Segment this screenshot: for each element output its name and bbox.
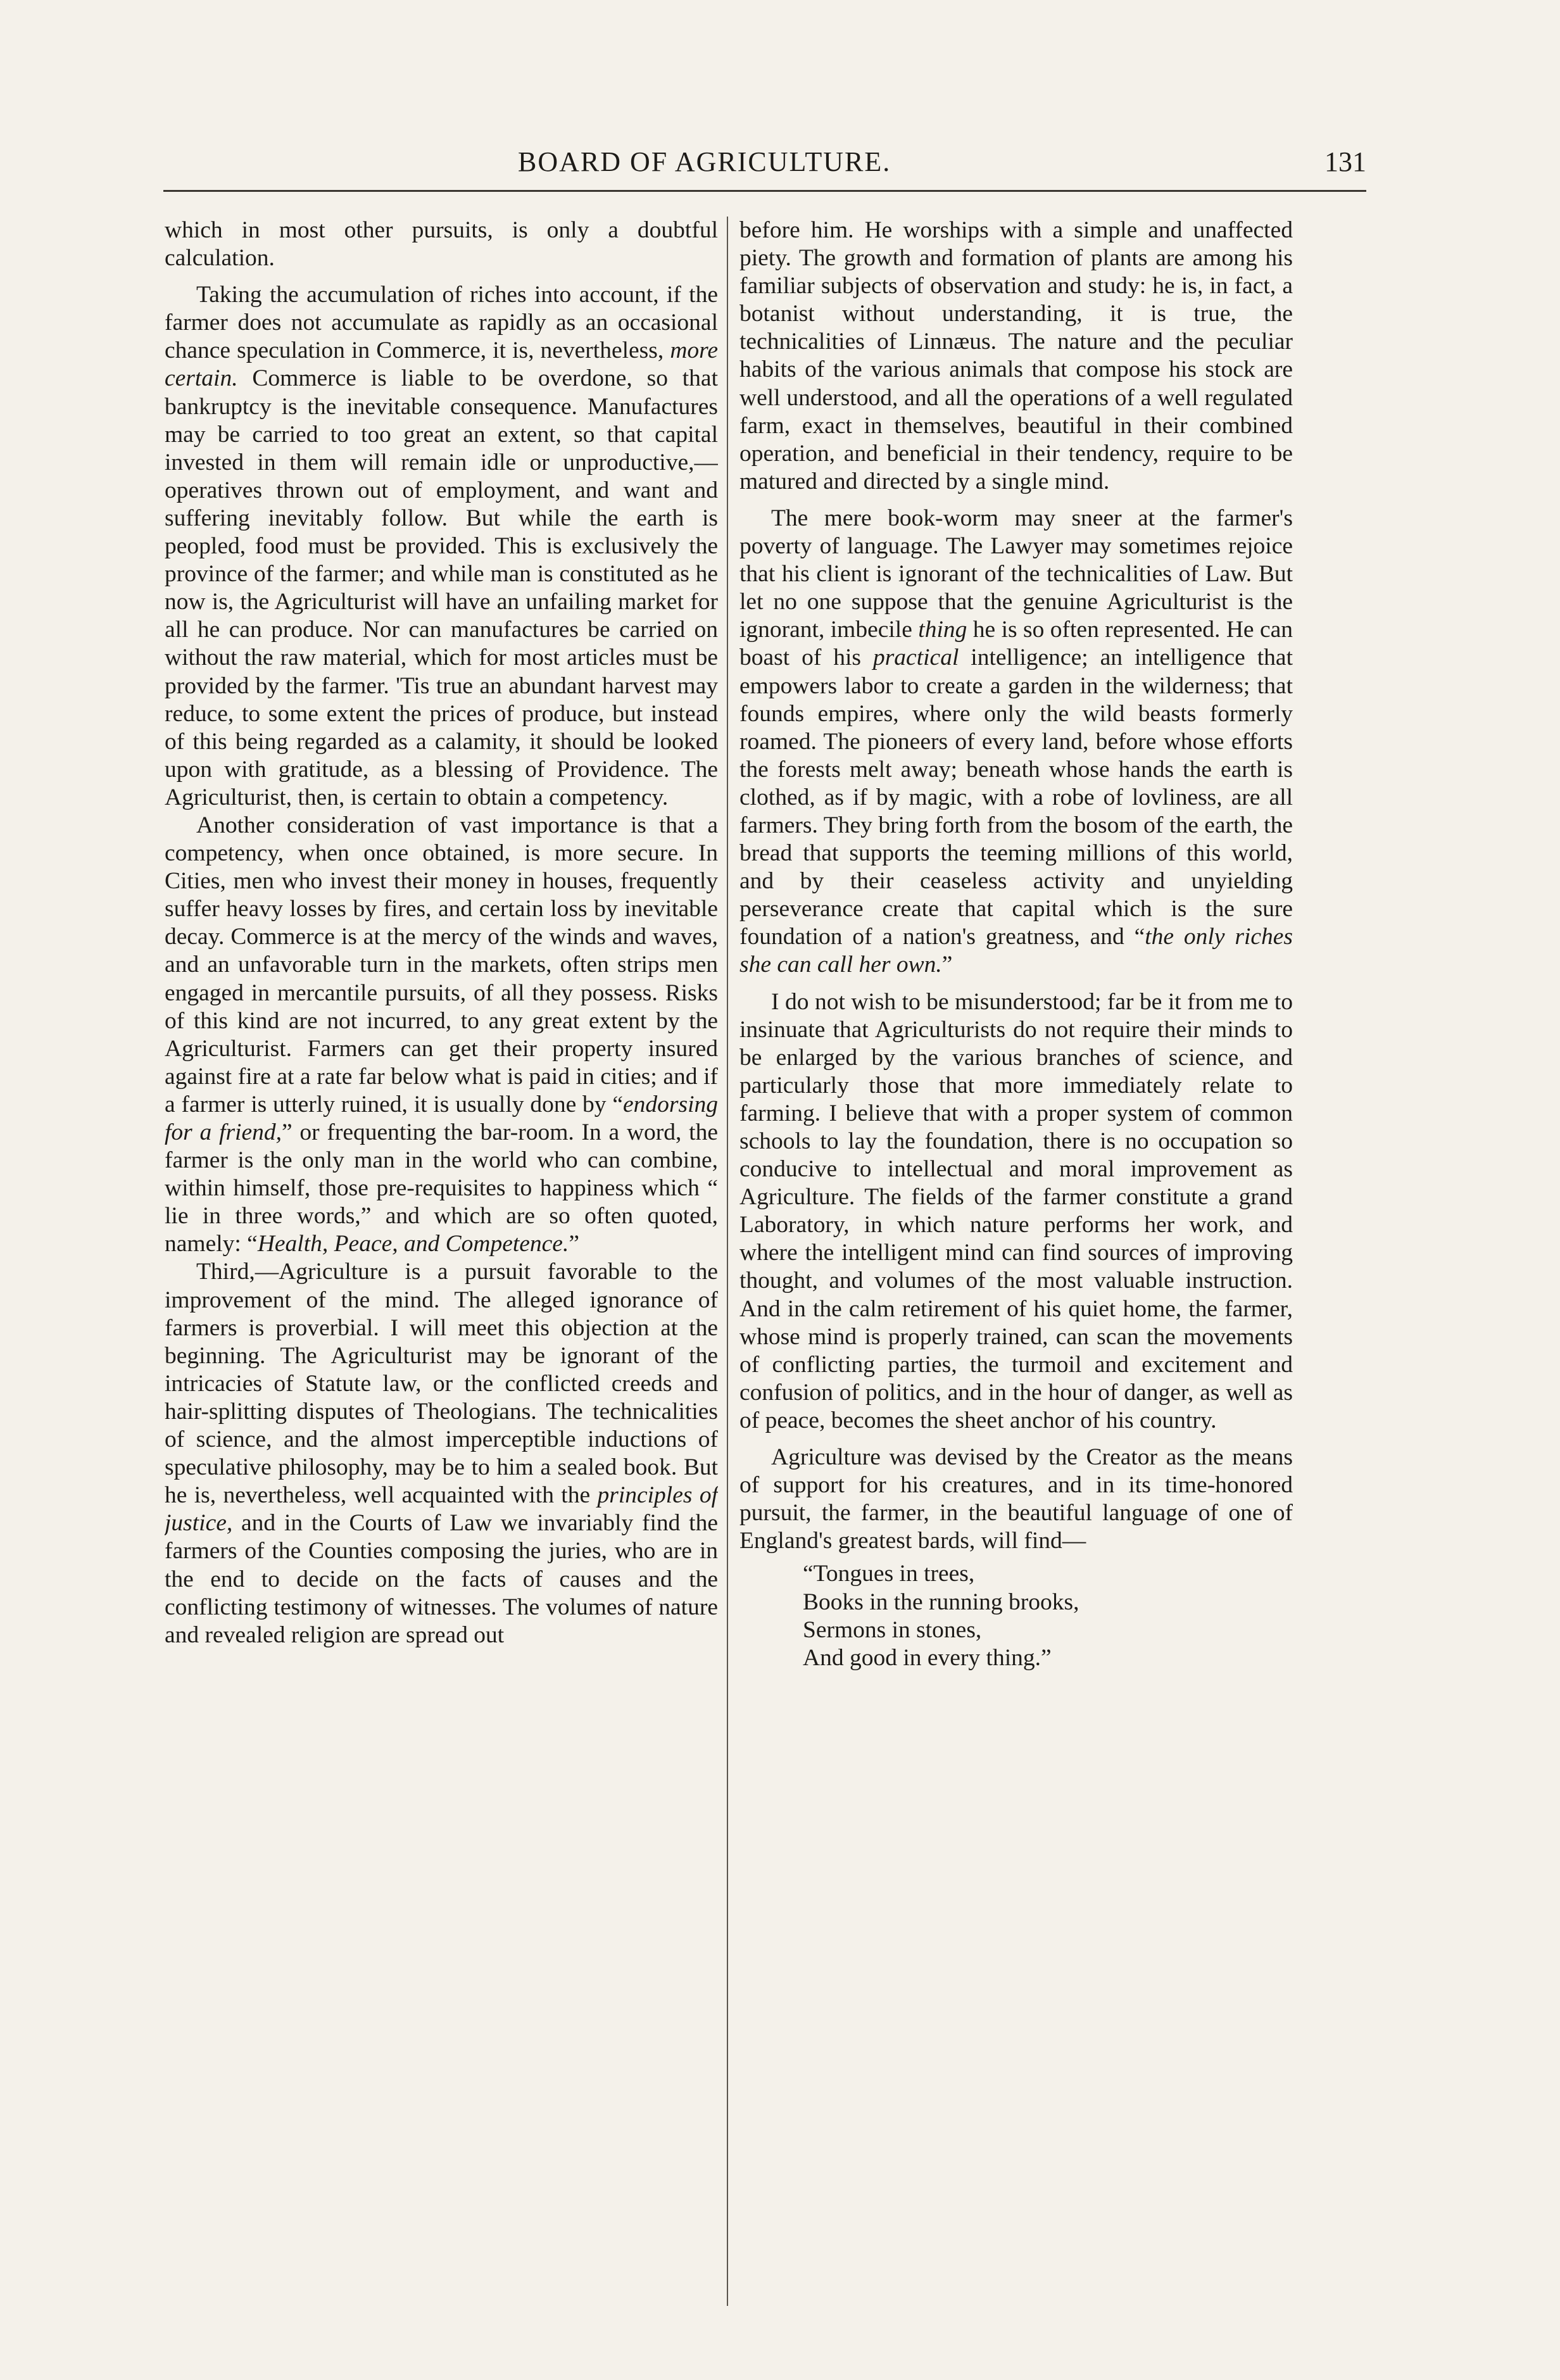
paragraph bbox=[165, 217, 718, 272]
paragraph bbox=[165, 281, 718, 812]
paragraph-text: he is so often represented. He can boast of his bbox=[739, 617, 1293, 671]
paragraph-text: intelligence; an intelligence that empowers labor to create a garden in the wilderness; that founds empires, where only the wild beasts formerly roamed. The pioneers of every land, before whose efforts the forests melt away; beneath whose hands the earth is clothed, as if by magic, with a robe of lovliness, are all farmers. They bring forth from the bosom of the earth, the bread that supports the teeming millions of this world, and by their ceaseless activity and unyielding perseverance create that capital which is the sure foundation of a nation's greatness, and “ bbox=[739, 645, 1293, 950]
header-rule bbox=[163, 190, 1366, 192]
paragraph-text: ” bbox=[569, 1231, 579, 1257]
paragraph-text: ” bbox=[941, 952, 953, 978]
paragraph bbox=[165, 812, 718, 1259]
emphasis-text: practical bbox=[872, 645, 959, 671]
emphasis-text: endorsing for a friend, bbox=[165, 1091, 718, 1145]
paragraph-text: and in the Courts of Law we invariably find the farmers of the Counties composing the juries, who are in the end to decide on the facts of causes and the conflicting testimony of witnesses. The volumes of nature and revealed religion are spread out bbox=[165, 1510, 718, 1648]
paragraph-text: before him. He worships with a simple and unaffected piety. The growth and formation of plants are among his familiar subjects of observation and study: he is, in fact, a botanist without understanding, it is true, the technicalities of Linnæus. The nature and the peculiar habits of the various animals that compose his stock are well understood, and all the operations of a well regulated farm, exact in themselves, beautiful in their combined operation, and beneficial in their tendency, require to be matured and directed by a single mind. bbox=[739, 217, 1293, 494]
running-header bbox=[163, 141, 1366, 185]
paragraph-text: Commerce is liable to be overdone, so that bankruptcy is the inevitable consequence. Manufactures may be carried to too great an extent, so that capital invested in them will remain idle or unproductive,—operatives thrown out of employment, and want and suffering inevitably follow. But while the earth is peopled, food must be provided. This is exclusively the province of the farmer; and while man is constituted as he now is, the Agriculturist will have an unfailing market for all he can produce. Nor can manufactures be carried on without the raw material, which for most articles must be provided by the farmer. 'Tis true an abundant harvest may reduce, to some extent the prices of produce, but instead of this being regarded as a calamity, it should be looked upon with gratitude, as a blessing of Providence. The Agriculturist, then, is certain to obtain a competency. bbox=[165, 365, 718, 810]
paragraph-text: Agriculture was devised by the Creator as the means of support for his creatures, and in its time-honored pursuit, the farmer, in the beautiful language of one of England's greatest bards, will find— bbox=[739, 1444, 1293, 1554]
right-column bbox=[739, 217, 1293, 2331]
emphasis-text: thing bbox=[918, 617, 967, 643]
emphasis-text: Health, Peace, and Competence. bbox=[257, 1231, 569, 1257]
paragraph bbox=[739, 988, 1293, 1435]
paragraph-text: Another consideration of vast importance is that a competency, when once obtained, is more secure. In Cities, men who invest their money in houses, frequently suffer heavy losses by fires, and certain loss by inevitable decay. Commerce is at the mercy of the winds and waves, and an unfavorable turn in the markets, often strips men engaged in mercantile pursuits, of all they possess. Risks of this kind are not incurred, to any great extent by the Agriculturist. Farmers can get their property insured against fire at a rate far below what is paid in cities; and if a farmer is utterly ruined, it is usually done by “ bbox=[165, 812, 718, 1118]
paragraph bbox=[165, 1258, 718, 1649]
running-title: BOARD OF AGRICULTURE. bbox=[518, 146, 891, 177]
emphasis-text: principles of justice, bbox=[165, 1482, 718, 1537]
emphasis-text: the only riches she can call her own. bbox=[739, 924, 1293, 978]
verse-quote bbox=[739, 1560, 1293, 1672]
paragraph-text: ” or frequenting the bar-room. In a word, the farmer is the only man in the world who can combine, within himself, those pre-requisites to happiness which “ lie in three words,” and which are so often quoted, namely: “ bbox=[165, 1119, 718, 1257]
verse-line: And good in every thing.” bbox=[803, 1644, 1052, 1671]
paragraph bbox=[739, 505, 1293, 979]
left-column bbox=[165, 217, 718, 2331]
paragraph bbox=[739, 1444, 1293, 1555]
paragraph-text: The mere book-worm may sneer at the farmer's poverty of language. The Lawyer may sometimes rejoice that his client is ignorant of the technicalities of Law. But let no one suppose that the genuine Agriculturist is the ignorant, imbecile bbox=[739, 505, 1293, 643]
emphasis-text: more certain. bbox=[165, 337, 718, 392]
verse-line: “Tongues in trees, bbox=[803, 1561, 975, 1587]
paragraph-text: Taking the accumulation of riches into account, if the farmer does not accumulate as rapidly as an occasional chance speculation in Commerce, it is, nevertheless, bbox=[165, 282, 718, 364]
paragraph-text: Third,—Agriculture is a pursuit favorable to the improvement of the mind. The alleged ignorance of farmers is proverbial. I will meet this objection at the beginning. The Agriculturist may be ignorant of the intricacies of Statute law, or the conflicted creeds and hair-splitting disputes of Theologians. The technicalities of science, and the almost imperceptible inductions of speculative philosophy, may be to him a sealed book. But he is, nevertheless, well acquainted with the bbox=[165, 1259, 718, 1509]
paragraph bbox=[739, 217, 1293, 496]
verse-line: Books in the running brooks, bbox=[803, 1589, 1079, 1615]
paragraph-text: I do not wish to be misunderstood; far be it from me to insinuate that Agriculturists do not require their minds to be enlarged by the various branches of science, and particularly those that more immediately relate to farming. I believe that with a proper system of common schools to lay the foundation, there is no occupation so conducive to intellectual and moral improvement as Agriculture. The fields of the farmer constitute a grand Laboratory, in which nature performs her work, and where the intelligent mind can find sources of improving thought, and volumes of the most valuable instruction. And in the calm retirement of his quiet home, the farmer, whose mind is properly trained, can scan the movements of conflicting parties, the turmoil and excitement and confusion of politics, and in the hour of danger, as well as of peace, becomes the sheet anchor of his country. bbox=[739, 988, 1293, 1433]
page-number: 131 bbox=[1324, 146, 1366, 177]
verse-line: Sermons in stones, bbox=[803, 1616, 982, 1643]
paragraph-text: which in most other pursuits, is only a doubtful calculation. bbox=[165, 217, 718, 272]
column-divider bbox=[727, 217, 728, 2306]
